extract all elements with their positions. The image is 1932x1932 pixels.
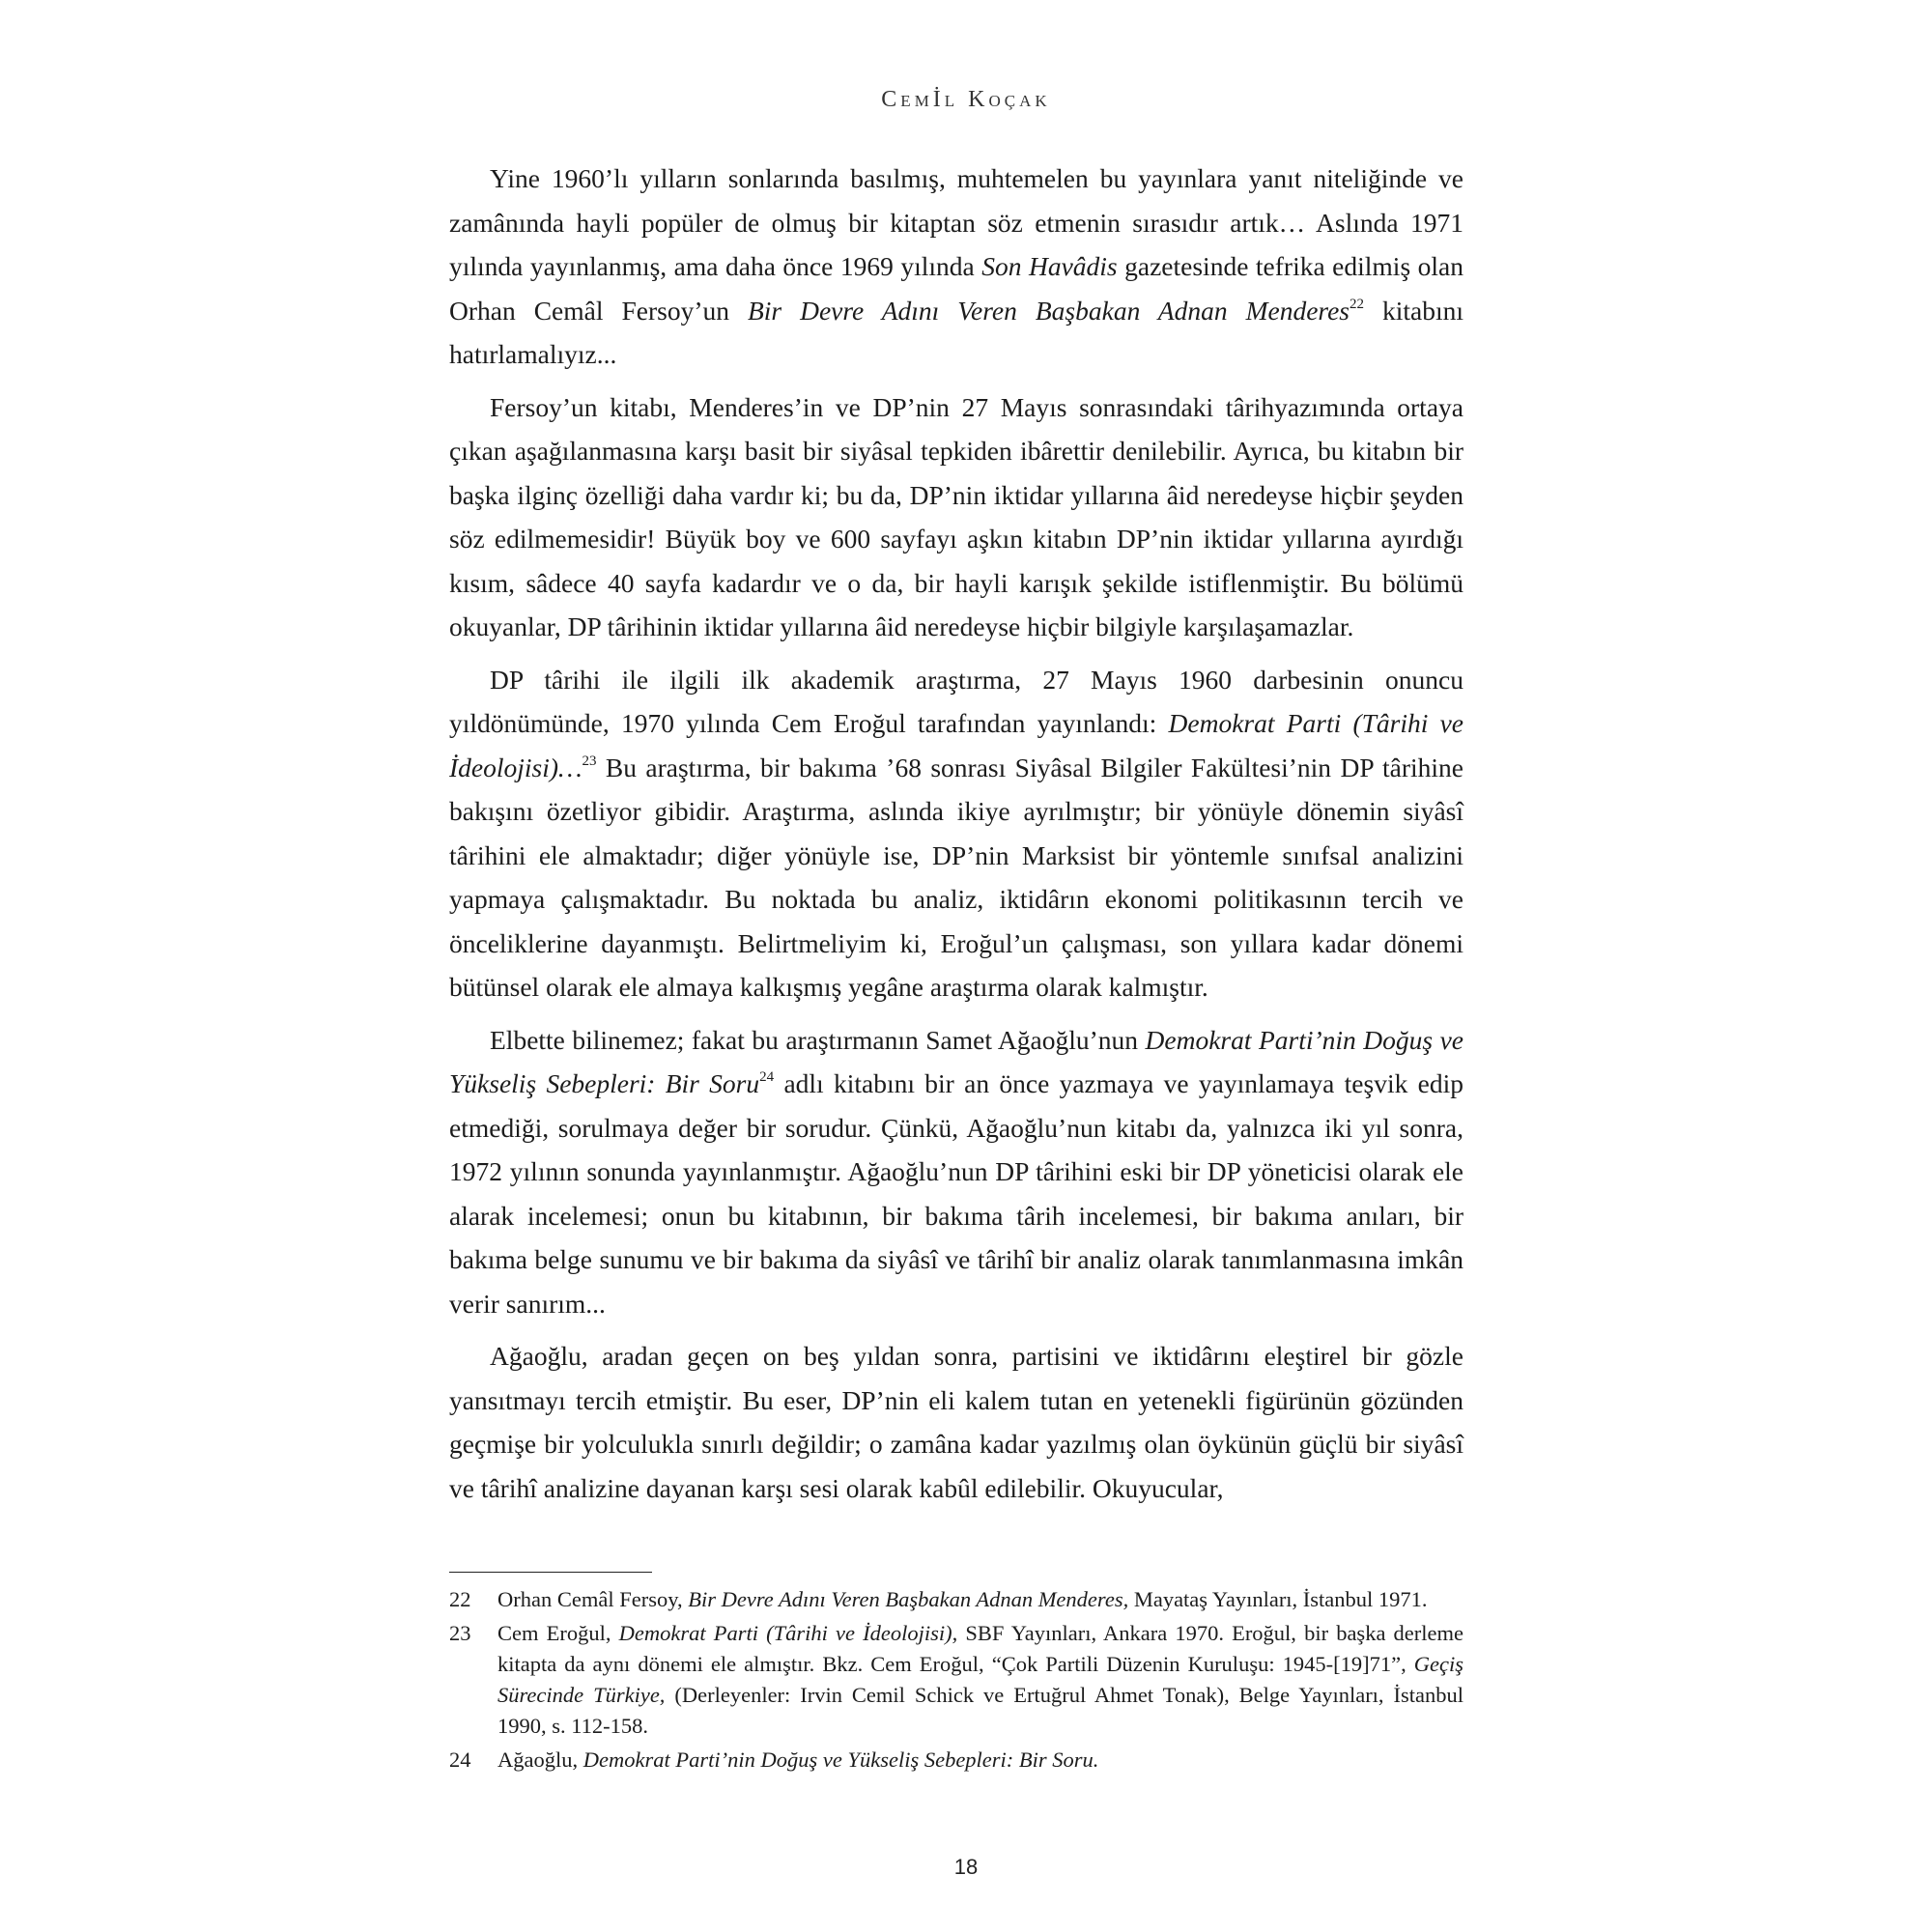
footnote-22 <box>449 1584 1463 1615</box>
paragraph-3-text-b: Bu araştırma, bir bakıma ’68 sonrası Siyâsal Bilgiler Fakültesi’nin DP târihine bakışını özetliyor gibidir. Araştırma, aslında ikiye ayrılmıştır; bir yönüyle dönemin siyâsî târihini ele almaktadır; diğer yönüyle ise, DP’nin Marksist bir yöntemle sınıfsal analizini yapmaya çalışmaktadır. Bu noktada bu analiz, iktidârın ekonomi politikasının tercih ve önceliklerine dayanmıştı. Belirtmeliyim ki, Eroğul’un çalışması, son yıllara kadar dönemi bütünsel olarak ele almaya kalkışmış yegâne araştırma olarak kalmıştır. <box>449 752 1463 1002</box>
footnote-22-title: Bir Devre Adını Veren Başbakan Adnan Menderes, <box>688 1587 1129 1611</box>
footnote-divider <box>449 1572 652 1573</box>
title-bir-devre: Bir Devre Adını Veren Başbakan Adnan Menderes <box>747 295 1350 326</box>
footnote-number: 23 <box>449 1621 471 1645</box>
footnote-number: 22 <box>449 1587 471 1611</box>
footnote-23 <box>449 1618 1463 1742</box>
main-text <box>449 156 1463 1510</box>
footnote-ref-23: 23 <box>582 753 597 769</box>
footnote-23-title-2: Geçiş Sürecinde Türkiye, <box>497 1652 1463 1707</box>
footnote-24-title: Demokrat Parti’nin Doğuş ve Yükseliş Sebepleri: Bir Soru. <box>582 1747 1099 1772</box>
footnote-23-text-b: SBF Yayınları, Ankara 1970. Eroğul, bir başka derleme kitapta da aynı dönemi ele almıştır. Bkz. Cem Eroğul, “Çok Partili Düzenin Kuruluşu: 1945-[19]71”, <box>497 1621 1464 1676</box>
paragraph-1-text-b: gazetesinde tefrika edilmiş olan Orhan Cemâl Fersoy’un <box>449 251 1463 326</box>
paragraph-4 <box>449 1018 1463 1326</box>
page-number: 18 <box>953 1855 979 1879</box>
footnote-22-text-a: Orhan Cemâl Fersoy, <box>497 1587 689 1611</box>
running-head: Cemİl Koçak <box>881 87 1051 112</box>
footnote-text <box>497 1745 1463 1776</box>
paragraph-4-text-b: adlı kitabını bir an önce yazmaya ve yayınlamaya teşvik edip etmediği, sorulmaya değer bir sorudur. Çünkü, Ağaoğlu’nun kitabı da, yalnızca iki yıl sonra, 1972 yılının sonunda yayınlanmıştır. Ağaoğlu’nun DP târihini eski bir DP yöneticisi olarak ele alarak incelemesi; onun bu kitabının, bir bakıma târih incelemesi, bir bakıma anıları, bir bakıma belge sunumu ve bir bakıma da siyâsî ve târihî bir analiz olarak tanımlanmasına imkân verir sanırım... <box>449 1068 1463 1319</box>
paragraph-3 <box>449 658 1463 1009</box>
footnote-text <box>497 1584 1463 1615</box>
paragraph-3-text-a: DP târihi ile ilgili ilk akademik araştırma, 27 Mayıs 1960 darbesinin onuncu yıldönümünde, 1970 yılında Cem Eroğul tarafından yayınlandı: <box>449 664 1463 738</box>
footnote-ref-22: 22 <box>1350 296 1364 312</box>
title-demokrat-parti: Demokrat Parti (Târihi ve İdeolojisi)… <box>449 708 1463 782</box>
title-dogus-ve-yukselis: Demokrat Parti’nin Doğuş ve Yükseliş Sebepleri: Bir Soru <box>449 1024 1463 1098</box>
paragraph-2: Fersoy’un kitabı, Menderes’in ve DP’nin 27 Mayıs sonrasındaki târihyazımında ortaya çıkan aşağılanmasına karşı basit bir siyâsal tepkiden ibârettir denilebilir. Ayrıca, bu kitabın bir başka ilginç özelliği daha vardır ki; bu da, DP’nin iktidar yıllarına âid neredeyse hiçbir şeyden söz edilmemesidir! Büyük boy ve 600 sayfayı aşkın kitabın DP’nin iktidar yıllarına ayırdığı kısım, sâdece 40 sayfa kadardır ve o da, bir hayli karışık şekilde istiflenmiştir. Bu bölümü okuyanlar, DP târihinin iktidar yıllarına âid neredeyse hiçbir bilgiyle karşılaşamazlar. <box>449 391 1463 641</box>
paragraph-1-text-c: kitabını hatırlamalıyız... <box>449 295 1463 369</box>
footnote-24 <box>449 1745 1463 1776</box>
footnote-number: 24 <box>449 1747 471 1772</box>
footnote-23-title-1: Demokrat Parti (Târihi ve İdeolojisi), <box>618 1621 958 1645</box>
paragraph-5: Ağaoğlu, aradan geçen on beş yıldan sonra, partisini ve iktidârını eleştirel bir gözle yansıtmayı tercih etmiştir. Bu eser, DP’nin eli kalem tutan en yetenekli figürünün gözünden geçmişe bir yolculukla sınırlı değildir; o zamâna kadar yazılmış olan öykünün güçlü bir siyâsî ve târihî analizine dayanan karşı sesi olarak kabûl edilebilir. Okuyucular, <box>449 1341 1463 1503</box>
footnote-23-text-c: (Derleyenler: Irvin Cemil Schick ve Ertuğrul Ahmet Tonak), Belge Yayınları, İstanbul 1990, s. 112-158. <box>497 1683 1463 1738</box>
title-son-havadis: Son Havâdis <box>981 251 1118 281</box>
footnote-ref-24: 24 <box>759 1069 775 1085</box>
paragraph-1 <box>449 156 1463 377</box>
footnotes <box>449 1584 1463 1778</box>
footnote-24-text-a: Ağaoğlu, <box>497 1747 583 1772</box>
paragraph-1-text-a: Yine 1960’lı yılların sonlarında basılmış, muhtemelen bu yayınlara yanıt niteliğinde ve zamânında hayli popüler de olmuş bir kitaptan söz etmenin sırasıdır artık… Aslında 1971 yılında yayınlanmış, ama daha önce 1969 yılında <box>449 163 1463 281</box>
footnote-22-text-b: Mayataş Yayınları, İstanbul 1971. <box>1128 1587 1428 1611</box>
footnote-23-text-a: Cem Eroğul, <box>497 1621 619 1645</box>
footnote-text <box>497 1618 1463 1742</box>
paragraph-4-text-a: Elbette bilinemez; fakat bu araştırmanın Samet Ağaoğlu’nun <box>490 1024 1146 1055</box>
